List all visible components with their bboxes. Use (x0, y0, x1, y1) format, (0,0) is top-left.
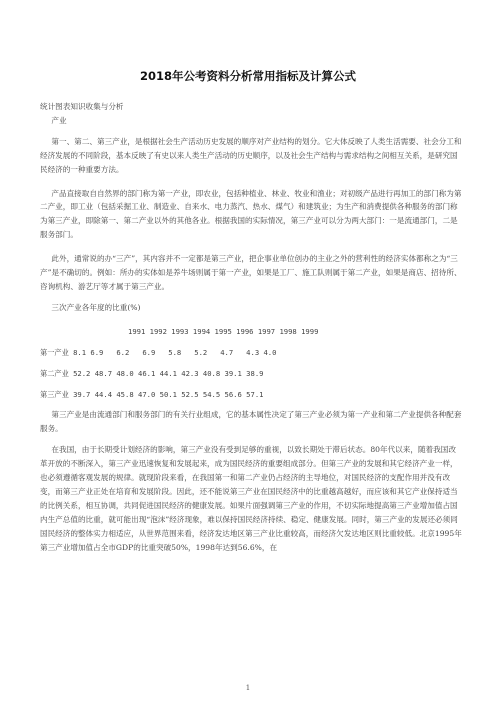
subsection-heading: 产业 (51, 115, 67, 125)
paragraph: 产品直接取自自然界的部门称为第一产业，即农业，包括种植业、林业、牧业和渔业；对初级产品进行再加工的部门称为第二产业，即工业（包括采掘工业、制造业、自来水、电力蒸汽、热水、煤气）和建筑业；为生产和消费提供各种服务的部门称为第三产业，即除第一、第二产业以外的其他各业。根据我国的实际情况，第三产业可以分为两大部门：一是流通部门，二是服务部门。 (40, 188, 462, 240)
table-row-tertiary: 第三产业 39.7 44.4 45.8 47.0 50.1 52.5 54.5 56.6 57.1 (40, 389, 264, 399)
table-caption: 三次产业各年度的比重(%) (51, 302, 141, 312)
document-body (40, 100, 462, 554)
table-row-primary: 第一产业 8.1 6.9 6.2 6.9 5.8 5.2 4.7 4.3 4.0 (40, 347, 277, 357)
paragraph: 此外，通常说的办“三产”，其内容并不一定都是第三产业，把企事业单位创办的主业之外的营利性的经济实体都称之为“三产”是不确切的。例如：所办的实体如是养牛场则属于第一产业，如果是工厂、施工队则属于第二产业，如果是商店、招待所、咨询机构、游艺厅等才属于第三产业。 (40, 254, 462, 291)
table-header-years: 1991 1992 1993 1994 1995 1996 1997 1998 1999 (128, 326, 319, 336)
section-heading: 统计图表知识收集与分析 (40, 102, 124, 111)
page-number: 1 (245, 684, 251, 692)
document-title: 2018年公考资料分析常用指标及计算公式 (139, 69, 356, 83)
paragraph: 第三产业是由流通部门和服务部门的有关行业组成，它的基本属性决定了第三产业必须为第一产业和第二产业提供各种配套服务。 (40, 410, 462, 434)
paragraph: 在我国，由于长期受计划经济的影响，第三产业没有受到足够的重视，以致长期处于滞后状态。80年代以来，随着我国改革开放的不断深入，第三产业迅速恢复和发展起来，成为国民经济的重要组成部分。但第三产业的发展和其它经济产业一样，也必须遵循客观发展的规律。就现阶段来看，在我国第一和第二产业仍占经济的主导地位，对国民经济的支配作用并没有改变，而第三产业正处在培育和发展阶段。因此，还不能说第三产业在国民经济中的比重越高越好，而应该和其它产业保持适当的比例关系，相互协调，共同促进国民经济的健康发展。如果片面强调第三产业的作用，不切实际地提高第三产业增加值占国内生产总值的比重，就可能出现“泡沫”经济现象，难以保持国民经济持续、稳定、健康发展。同时，第三产业的发展还必须同国民经济的整体实力相适应，从世界范围来看，经济发达地区第三产业比重较高，而经济欠发达地区则比重较低。北京1995年第三产业增加值占全市GDP的比重突破50%，1998年达到56.6%，在 (40, 445, 462, 552)
table-row-secondary: 第二产业 52.2 48.7 48.0 46.1 44.1 42.3 40.8 39.1 38.9 (40, 368, 264, 378)
paragraph: 第一、第二、第三产业，是根据社会生产活动历史发展的顺序对产业结构的划分。它大体反映了人类生活需要、社会分工和经济发展的不同阶段，基本反映了有史以来人类生产活动的历史顺序，以及社会生产结构与需求结构之间相互关系，是研究国民经济的一种重要方法。 (40, 136, 462, 174)
